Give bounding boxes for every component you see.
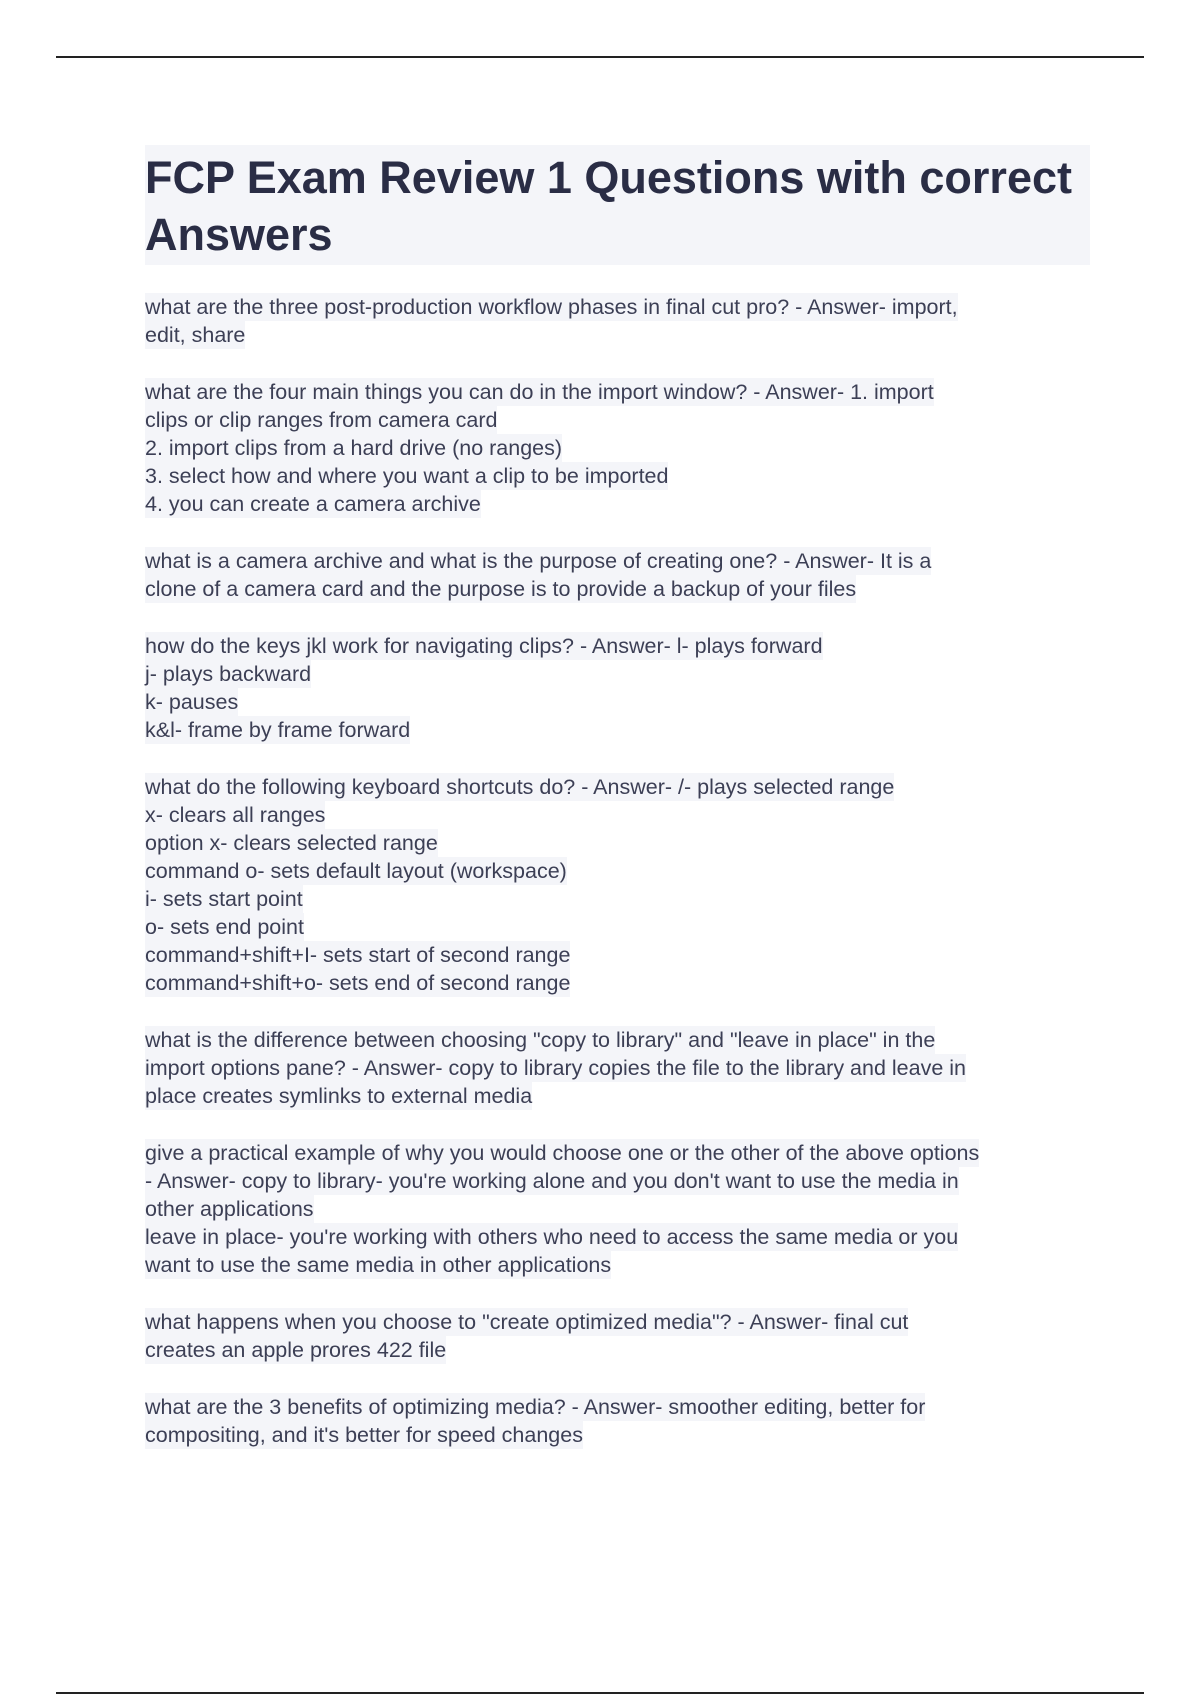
qa-entry [145,1139,1090,1279]
qa-list [145,293,1090,1449]
qa-line: compositing, and it's better for speed changes [145,1423,583,1447]
qa-entry [145,1026,1090,1110]
qa-entry [145,632,1090,744]
qa-line: how do the keys jkl work for navigating clips? - Answer- l- plays forward [145,634,823,658]
qa-line: k- pauses [145,690,239,714]
qa-line: what are the 3 benefits of optimizing media? - Answer- smoother editing, better for [145,1395,926,1419]
qa-entry [145,1308,1090,1364]
qa-line: other applications [145,1197,314,1221]
qa-line: leave in place- you're working with others who need to access the same media or you [145,1225,959,1249]
qa-line: command+shift+I- sets start of second range [145,943,571,967]
footer-rule [56,1692,1144,1694]
qa-entry [145,378,1090,518]
qa-line: command+shift+o- sets end of second range [145,971,571,995]
qa-line: clone of a camera card and the purpose is to provide a backup of your files [145,577,857,601]
qa-line: give a practical example of why you would choose one or the other of the above options [145,1141,980,1165]
qa-line: what are the three post-production workflow phases in final cut pro? - Answer- import, [145,295,958,319]
qa-entry [145,293,1090,349]
qa-line: 2. import clips from a hard drive (no ranges) [145,436,563,460]
qa-line: k&l- frame by frame forward [145,718,411,742]
qa-line: import options pane? - Answer- copy to library copies the file to the library and leave in [145,1056,967,1080]
qa-line: what is the difference between choosing "copy to library" and "leave in place" in the [145,1028,936,1052]
qa-line: i- sets start point [145,887,303,911]
qa-entry [145,773,1090,997]
document-body [145,145,1090,1478]
document-title: FCP Exam Review 1 Questions with correct Answers [145,152,1072,260]
title-block [145,145,1090,265]
qa-line: command o- sets default layout (workspace) [145,859,567,883]
qa-line: clips or clip ranges from camera card [145,408,498,432]
qa-line: j- plays backward [145,662,312,686]
qa-line: option x- clears selected range [145,831,438,855]
qa-line: o- sets end point [145,915,304,939]
qa-line: what is a camera archive and what is the purpose of creating one? - Answer- It is a [145,549,932,573]
qa-line: edit, share [145,323,246,347]
qa-entry [145,1393,1090,1449]
qa-line: creates an apple prores 422 file [145,1338,447,1362]
qa-line: want to use the same media in other applications [145,1253,612,1277]
qa-line: place creates symlinks to external media [145,1084,533,1108]
qa-line: - Answer- copy to library- you're working alone and you don't want to use the media in [145,1169,959,1193]
qa-line: 4. you can create a camera archive [145,492,481,516]
qa-entry [145,547,1090,603]
qa-line: what are the four main things you can do in the import window? - Answer- 1. import [145,380,934,404]
qa-line: what happens when you choose to "create optimized media"? - Answer- final cut [145,1310,909,1334]
qa-line: what do the following keyboard shortcuts do? - Answer- /- plays selected range [145,775,895,799]
qa-line: x- clears all ranges [145,803,326,827]
qa-line: 3. select how and where you want a clip to be imported [145,464,669,488]
header-rule [56,56,1144,58]
